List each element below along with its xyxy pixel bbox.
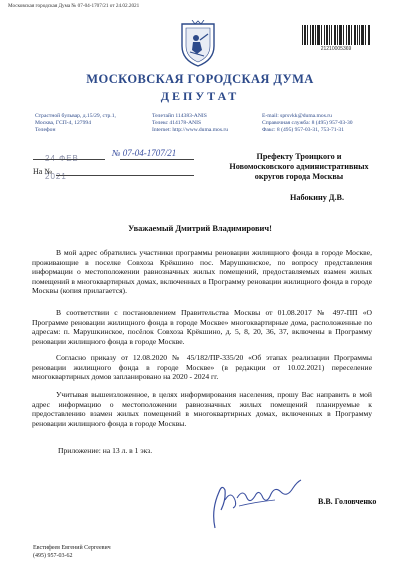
paragraph-1: В мой адрес обратились участники программы реновации жилищного фонда в городе Москве, проживающие в поселке Совхоза Крёкшино пос. Марушкинское, по вопросу представления информации о местоположении равнозначных жилых помещений, предоставляемых взамен жилых помещений в многоквартирных домах, включенных в Программу реновации жилищного фонда в городе Москвы (копия прилагается). <box>32 248 372 296</box>
org-subtitle: ДЕПУТАТ <box>160 89 240 103</box>
contacts-comm <box>152 113 228 134</box>
reference-line: Справочная служба: 8 (495) 957-03-30 <box>262 120 353 126</box>
recipient-org: Префекту Троицкого и Новомосковского административных округов города Москвы <box>229 152 369 181</box>
executor-name: Евстифеев Евгений Сергеевич <box>33 545 111 551</box>
barcode-number: 21210005369 <box>320 46 352 52</box>
executor-block <box>33 544 111 560</box>
salutation: Уважаемый Дмитрий Владимирович! <box>128 224 272 233</box>
barcode <box>301 25 371 45</box>
date-stamp-text: 24 ФЕВ 2021 <box>45 154 79 181</box>
reply-to-label: На № <box>33 167 52 176</box>
paragraph-3: Согласно приказу от 12.08.2020 № 45/182/ПР-335/20 «Об этапах реализации Программы реновации жилищного фонда в городе Москве» (в редакции от 10.02.2021) переселение многоквартирных домов запланировано на 2020 - 2024 гг. <box>32 353 372 382</box>
executor-phone: (495) 957-03-62 <box>33 553 73 559</box>
telegraph-line: Телетайп 114383-ANIS <box>152 113 207 119</box>
signatory-name: В.В. Головченко <box>318 497 377 506</box>
email-line: E-mail: sprsvkk@duma.mos.ru <box>262 113 332 119</box>
registration-note: Московская городская Дума № 07-04-1707/21 от 24.02.2021 <box>8 3 140 9</box>
reply-to-line <box>56 175 194 176</box>
date-line <box>33 159 105 160</box>
number-line <box>120 159 194 160</box>
internet-line: Internet: http://www.duma.mos.ru <box>152 127 229 133</box>
fax-line: Факс: 8 (495) 957-03-31, 753-71-31 <box>262 127 345 133</box>
moscow-coat-of-arms-icon <box>178 20 218 68</box>
telex-line: Телекс 414178-ANIS <box>152 120 202 126</box>
paragraph-2: В соответствии с постановлением Правительства Москвы от 01.08.2017 № 497-ПП «О Программе реновации жилищного фонда в городе Москве» многоквартирные дома, расположенные по адресам: п. Марушкинское, посёлок Совхоза Крёкшино, д. 5, 8, 20, 36, 37, включены в Программу реновации жилищного фонда в городе Москве. <box>32 308 372 346</box>
paragraph-4: Учитывая вышеизложенное, в целях информирования населения, прошу Вас направить в мой адрес информацию о местоположении равнозначных жилых помещений планируемые к предоставлению взамен жилых помещений в многоквартирных домах, включенных в Программу реновации жилищного фонда в городе Москвы. <box>32 390 372 428</box>
date-stamp <box>45 148 100 181</box>
contacts-email <box>262 113 353 134</box>
contacts-address <box>35 113 116 134</box>
handwritten-signature-icon <box>195 470 305 530</box>
recipient-name: Набокину Д.В. <box>290 193 345 202</box>
address-line-1: Страстной бульвар, д.15/29, стр.1, <box>35 113 116 119</box>
attachment-note: Приложение: на 13 л. в 1 экз. <box>58 446 153 455</box>
address-line-3: Телефон <box>35 127 56 133</box>
outgoing-number: № 07-04-1707/21 <box>112 148 177 158</box>
address-line-2: Москва, ГСП-4, 127994 <box>35 120 91 126</box>
org-title: МОСКОВСКАЯ ГОРОДСКАЯ ДУМА <box>86 72 314 86</box>
